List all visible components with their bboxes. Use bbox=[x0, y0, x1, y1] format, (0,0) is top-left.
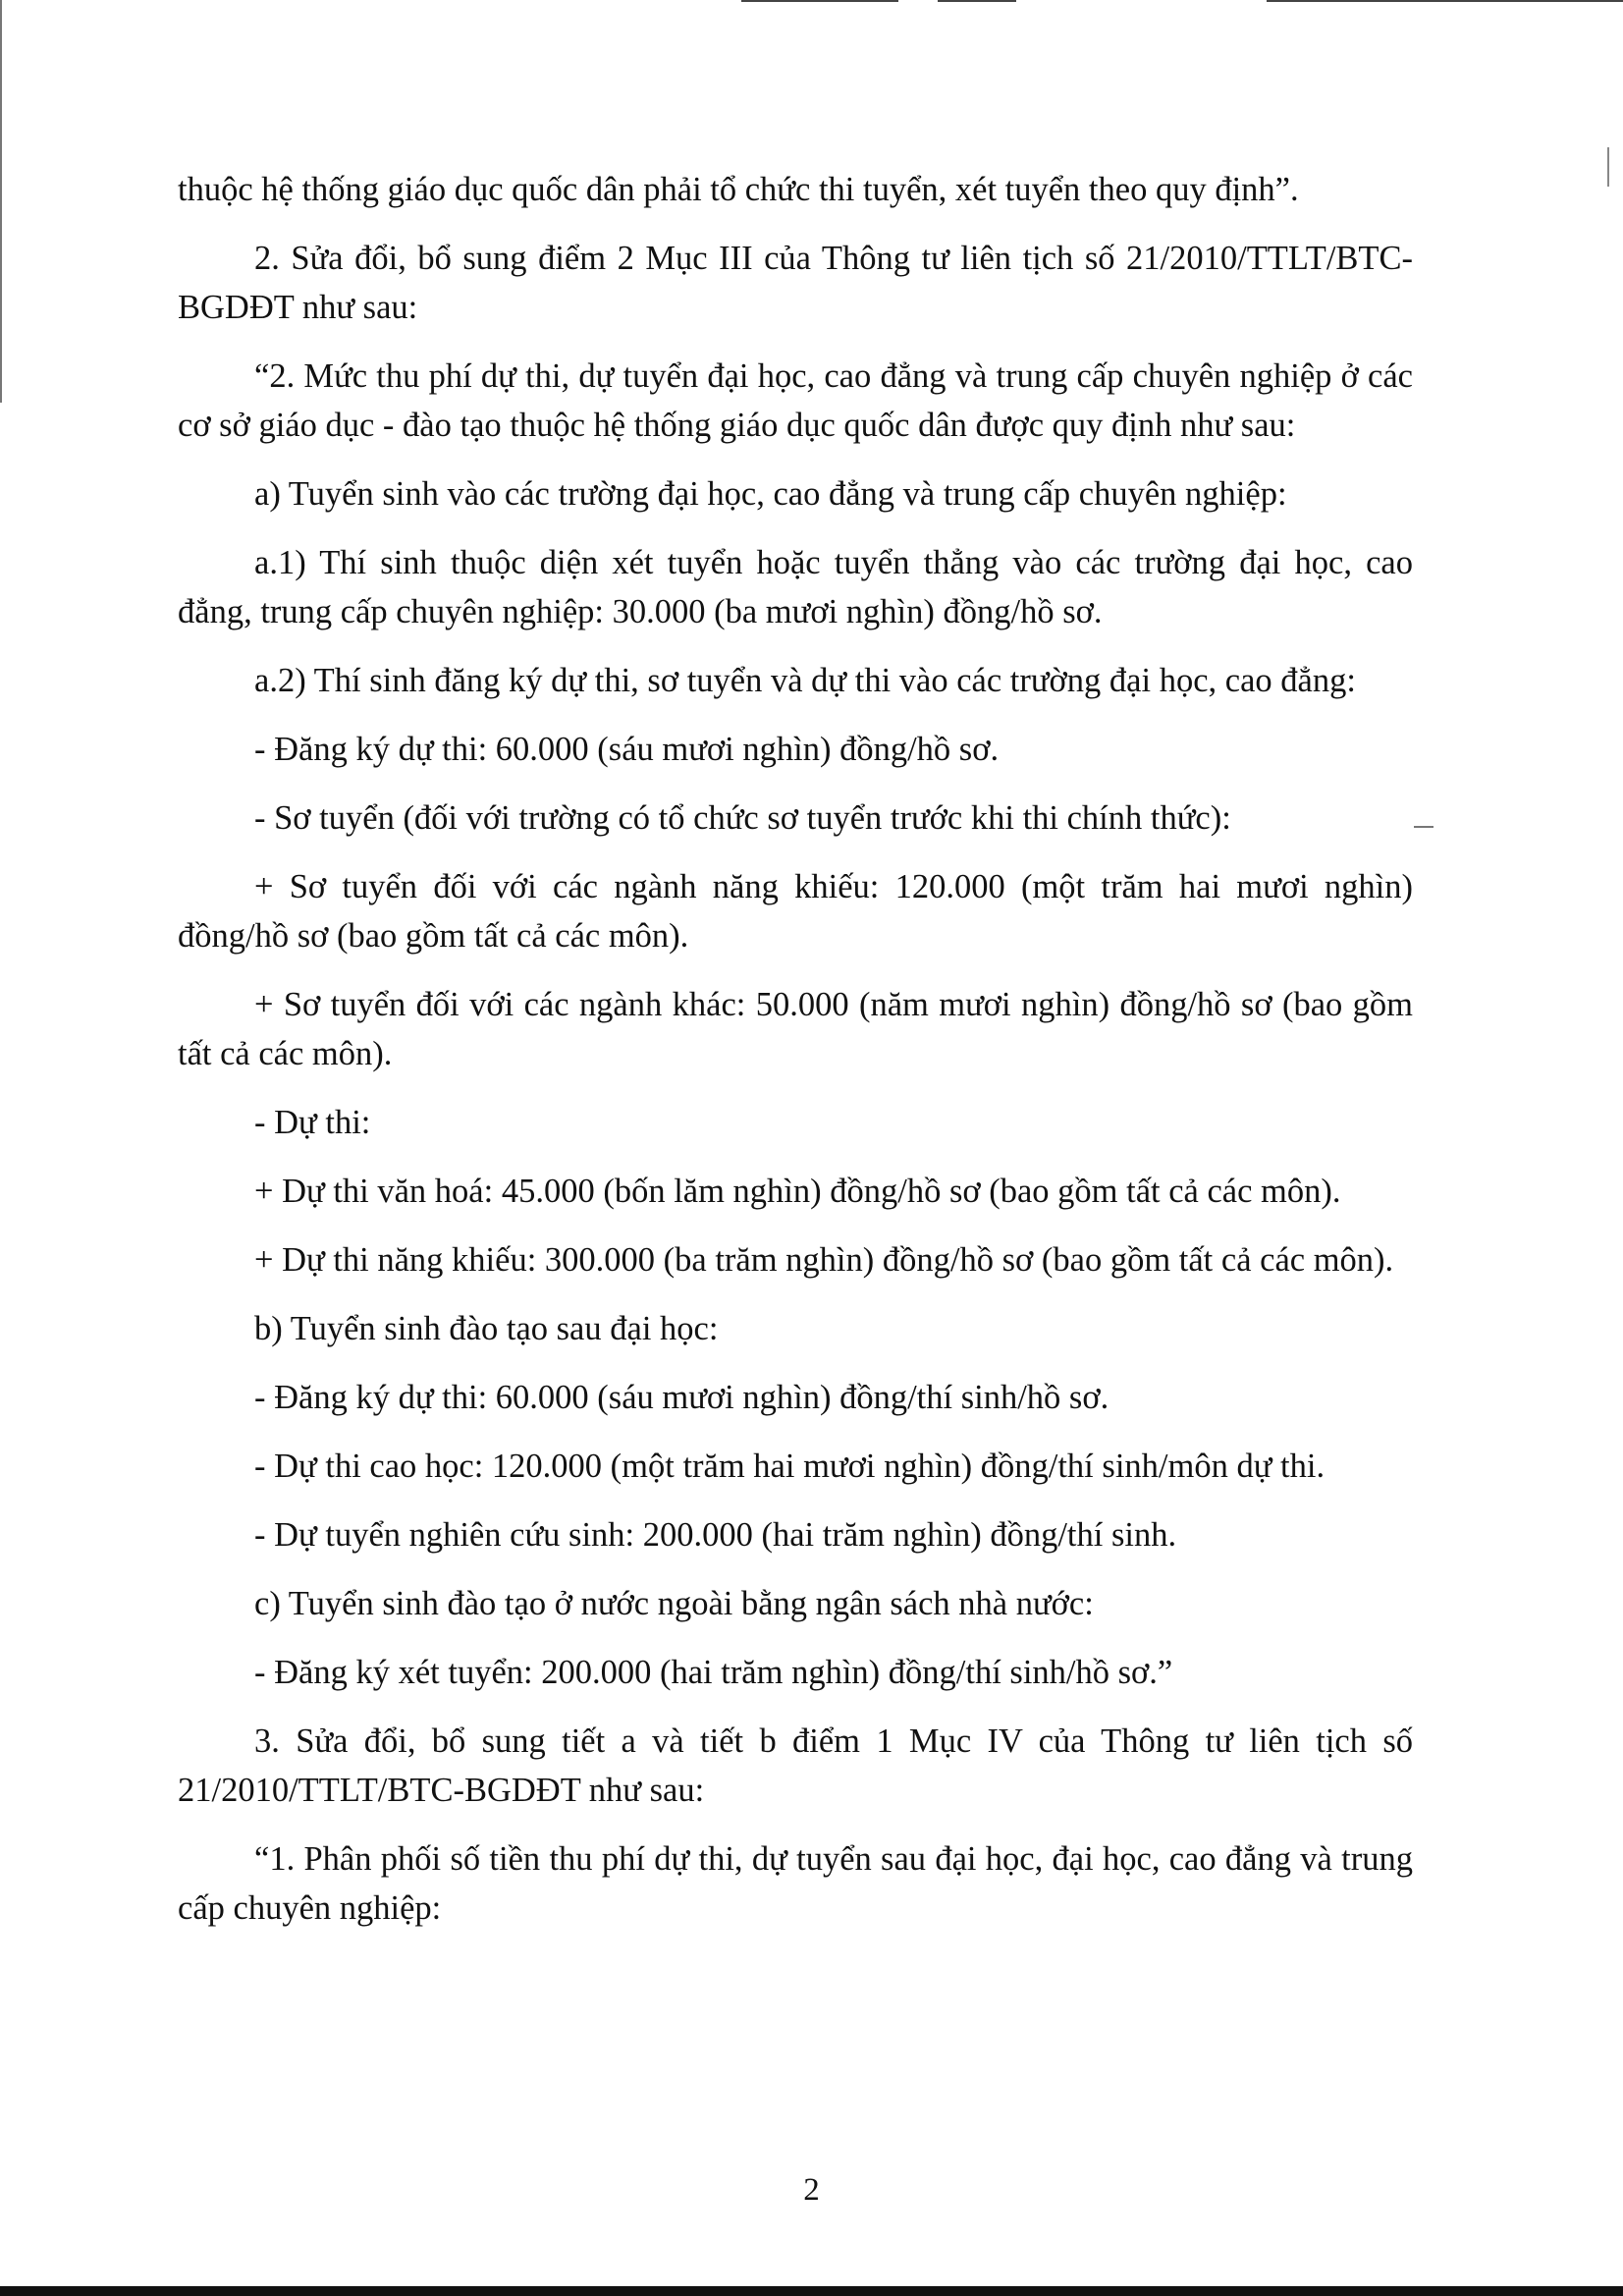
scan-top-line-left bbox=[741, 0, 898, 2]
paragraph-3: “2. Mức thu phí dự thi, dự tuyển đại học, cao đẳng và trung cấp chuyên nghiệp ở các cơ sở giáo dục - đào tạo thuộc hệ thống giáo dục quốc dân được quy định như sau: bbox=[178, 357, 1413, 444]
scan-margin-dash bbox=[1414, 826, 1434, 828]
paragraph-2: 2. Sửa đổi, bổ sung điểm 2 Mục III của Thông tư liên tịch số 21/2010/TTLT/BTC-BGDĐT như sau: bbox=[178, 240, 1413, 326]
scan-bottom-bar bbox=[0, 2286, 1623, 2296]
scan-top-line-right bbox=[1267, 0, 1623, 2]
paragraph-16: - Dự thi cao học: 120.000 (một trăm hai mươi nghìn) đồng/thí sinh/môn dự thi. bbox=[254, 1448, 1325, 1485]
paragraph-17: - Dự tuyển nghiên cứu sinh: 200.000 (hai trăm nghìn) đồng/thí sinh. bbox=[254, 1516, 1177, 1554]
document-body bbox=[178, 165, 1413, 1952]
paragraph-21: “1. Phân phối số tiền thu phí dự thi, dự tuyển sau đại học, đại học, cao đẳng và trung cấp chuyên nghiệp: bbox=[178, 1840, 1413, 1927]
paragraph-11: - Dự thi: bbox=[254, 1104, 371, 1141]
paragraph-18: c) Tuyển sinh đào tạo ở nước ngoài bằng ngân sách nhà nước: bbox=[254, 1585, 1094, 1622]
paragraph-7: - Đăng ký dự thi: 60.000 (sáu mươi nghìn) đồng/hồ sơ. bbox=[254, 731, 1000, 768]
paragraph-13: + Dự thi năng khiếu: 300.000 (ba trăm nghìn) đồng/hồ sơ (bao gồm tất cả các môn). bbox=[254, 1241, 1394, 1279]
paragraph-8: - Sơ tuyển (đối với trường có tổ chức sơ tuyển trước khi thi chính thức): bbox=[254, 799, 1231, 837]
paragraph-10: + Sơ tuyển đối với các ngành khác: 50.000 (năm mươi nghìn) đồng/hồ sơ (bao gồm tất cả các môn). bbox=[178, 986, 1413, 1072]
paragraph-9: + Sơ tuyển đối với các ngành năng khiếu: 120.000 (một trăm hai mươi nghìn) đồng/hồ sơ (bao gồm tất cả các môn). bbox=[178, 868, 1413, 955]
paragraph-20: 3. Sửa đổi, bổ sung tiết a và tiết b điểm 1 Mục IV của Thông tư liên tịch số 21/2010/TTLT/BTC-BGDĐT như sau: bbox=[178, 1722, 1413, 1809]
scan-right-edge-mark bbox=[1607, 147, 1609, 187]
paragraph-4: a) Tuyển sinh vào các trường đại học, cao đẳng và trung cấp chuyên nghiệp: bbox=[254, 475, 1287, 513]
scan-top-line-mid bbox=[938, 0, 1016, 2]
page-number: 2 bbox=[803, 2172, 820, 2208]
paragraph-5: a.1) Thí sinh thuộc diện xét tuyển hoặc tuyển thẳng vào các trường đại học, cao đẳng, trung cấp chuyên nghiệp: 30.000 (ba mươi nghìn) đồng/hồ sơ. bbox=[178, 544, 1413, 630]
paragraph-12: + Dự thi văn hoá: 45.000 (bốn lăm nghìn) đồng/hồ sơ (bao gồm tất cả các môn). bbox=[254, 1173, 1341, 1210]
paragraph-1: thuộc hệ thống giáo dục quốc dân phải tổ chức thi tuyển, xét tuyển theo quy định”. bbox=[178, 171, 1299, 208]
paragraph-15: - Đăng ký dự thi: 60.000 (sáu mươi nghìn) đồng/thí sinh/hồ sơ. bbox=[254, 1379, 1109, 1416]
paragraph-14: b) Tuyển sinh đào tạo sau đại học: bbox=[254, 1310, 719, 1347]
paragraph-6: a.2) Thí sinh đăng ký dự thi, sơ tuyển và dự thi vào các trường đại học, cao đẳng: bbox=[254, 662, 1356, 699]
scan-left-edge-line bbox=[0, 0, 2, 403]
paragraph-19: - Đăng ký xét tuyển: 200.000 (hai trăm nghìn) đồng/thí sinh/hồ sơ.” bbox=[254, 1654, 1173, 1691]
